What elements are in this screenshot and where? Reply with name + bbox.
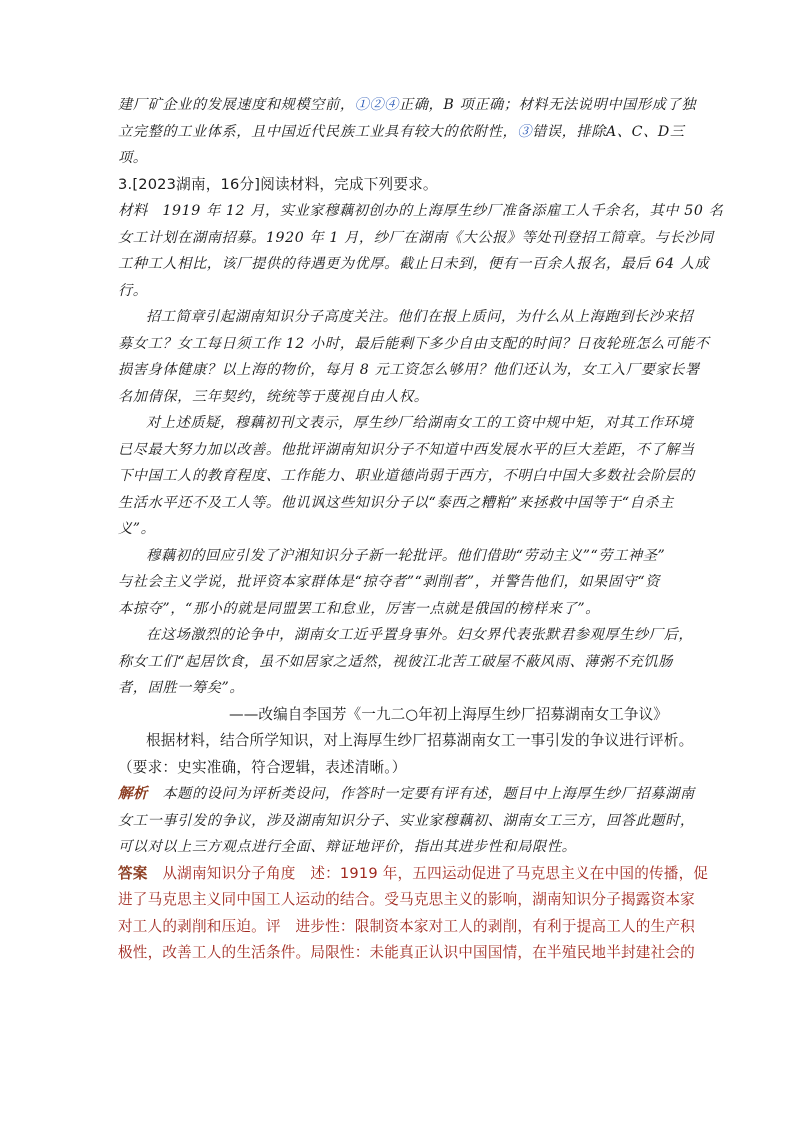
answer-label: 答案 bbox=[118, 864, 148, 882]
answer-line bbox=[118, 861, 709, 888]
prev-explanation-line-3: 项。 bbox=[118, 150, 148, 166]
prev-explanation-rest-2: 错误，排除A、C、D三 bbox=[532, 123, 685, 140]
question-requirements: （要求：史实准确，符合逻辑，表述清晰。） bbox=[118, 758, 407, 776]
material-line: 名加倩保，三年契约，统统等于蔑视自由人权。 bbox=[118, 388, 429, 405]
material-line: 称女工们“起居饮食，虽不如居家之适然，视彼江北苦工破屋不蔽风雨、薄粥不充饥肠 bbox=[118, 653, 673, 670]
material-line: 募女工？女工每日须工作 12 小时，最后能剩下多少自由支配的时间？日夜轮班怎么可能不 bbox=[118, 335, 710, 352]
prev-explanation-line-1 bbox=[118, 92, 697, 119]
option-numbers-correct: ①②④ bbox=[354, 97, 399, 113]
document-page bbox=[118, 92, 724, 967]
material-line: 本掠夺”，“那小的就是同盟罢工和怠业，厉害一点就是俄国的榜样来了”。 bbox=[118, 600, 600, 617]
material-line: 义”。 bbox=[118, 521, 156, 537]
answer-line: 极性，改善工人的生活条件。局限性：未能真正认识中国国情，在半殖民地半封建社会的 bbox=[118, 944, 695, 961]
question-header: 3.[2023湖南，16分]阅读材料，完成下列要求。 bbox=[118, 175, 438, 193]
material-line: 损害身体健康？以上海的物价，每月 8 元工资怎么够用？他们还认为，女工入厂要家长署 bbox=[118, 362, 700, 378]
material-source: ——改编自李国芳《一九二○年初上海厚生纱厂招募湖南女工争议》 bbox=[229, 705, 668, 723]
material-line: 工种工人相比，该厂提供的待遇更为优厚。截止日未到，便有一百余人报名，最后 64 人成 bbox=[118, 256, 710, 272]
material-text: 1919 年 12 月，实业家穆藕初创办的上海厚生纱厂准备添雇工人千余名，其中 50 名 bbox=[147, 203, 724, 219]
prev-explanation-text-2: 立完整的工业体系，且中国近代民族工业具有较大的依附性， bbox=[118, 123, 518, 140]
option-number-wrong: ③ bbox=[517, 123, 533, 140]
material-line: 与社会主义学说，批评资本家群体是“掠夺者”“剥削者”，并警告他们，如果固守“资 bbox=[118, 574, 661, 590]
analysis-line: 女工一事引发的争议，涉及湖南知识分子、实业家穆藕初、湖南女工三方，回答此题时， bbox=[118, 812, 695, 829]
answer-line: 对工人的剥削和压迫。评 进步性：限制资本家对工人的剥削，有利于提高工人的生产积 bbox=[118, 917, 695, 935]
analysis-text: 本题的设问为评析类设问，作答时一定要有评有述，题目中上海厚生纱厂招募湖南 bbox=[147, 786, 695, 802]
question-prompt: 根据材料，结合所学知识，对上海厚生纱厂招募湖南女工一事引发的争议进行评析。 bbox=[146, 732, 694, 749]
material-line: 穆藕初的回应引发了沪湘知识分子新一轮批评。他们借助“劳动主义”“劳工神圣” bbox=[146, 547, 666, 564]
material-line: 女工计划在湖南招募。1920 年 1 月，纱厂在湖南《大公报》等处刊登招工简章。与长沙同 bbox=[118, 229, 714, 246]
material-line: 已尽最大努力加以改善。他批评湖南知识分子不知道中西发展水平的巨大差距，不了解当 bbox=[118, 441, 695, 458]
material-line: 者，固胜一筹矣”。 bbox=[118, 680, 245, 696]
material-label: 材料 bbox=[118, 202, 148, 219]
answer-text: 从湖南知识分子角度 述：1919 年，五四运动促进了马克思主义在中国的传播，促 bbox=[147, 864, 709, 882]
analysis-label: 解析 bbox=[118, 785, 148, 802]
prev-explanation-line-2 bbox=[118, 119, 685, 146]
analysis-line bbox=[118, 781, 695, 808]
answer-line: 进了马克思主义同中国工人运动的结合。受马克思主义的影响，湖南知识分子揭露资本家 bbox=[118, 891, 695, 908]
prev-explanation-text: 建厂矿企业的发展速度和规模空前， bbox=[118, 97, 355, 113]
material-line: 行。 bbox=[118, 282, 148, 299]
material-line: 下中国工人的教育程度、工作能力、职业道德尚弱于西方，不明白中国大多数社会阶层的 bbox=[118, 468, 695, 484]
material-line: 在这场激烈的论争中，湖南女工近乎置身事外。妇女界代表张默君参观厚生纱厂后， bbox=[146, 627, 694, 643]
prev-explanation-rest: 正确，B 项正确；材料无法说明中国形成了独 bbox=[398, 97, 697, 113]
material-line: 招工简章引起湖南知识分子高度关注。他们在报上质问，为什么从上海跑到长沙来招 bbox=[146, 309, 694, 325]
analysis-line: 可以对以上三方观点进行全面、辩证地评价，指出其进步性和局限性。 bbox=[118, 839, 577, 855]
material-line bbox=[118, 198, 724, 225]
material-line: 对上述质疑，穆藕初刊文表示，厚生纱厂给湖南女工的工资中规中矩，对其工作环境 bbox=[146, 415, 694, 431]
material-line: 生活水平还不及工人等。他讥讽这些知识分子以“泰西之糟粕”来拯救中国等于“自杀主 bbox=[118, 494, 674, 511]
